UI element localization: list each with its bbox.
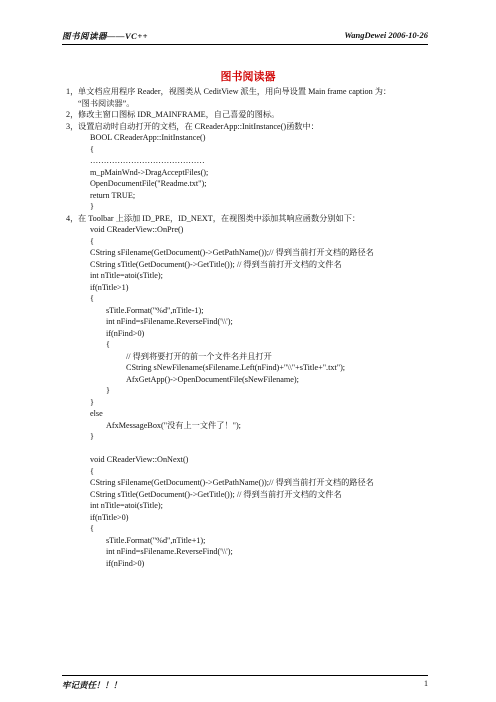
code-line: m_pMainWnd->DragAcceptFiles();	[90, 167, 209, 177]
code-line: int nFind=sFilename.ReverseFind('\\');	[106, 317, 233, 326]
code-line: CString sTitle(GetDocument()->GetTitle()); // 得到当前打开文档的文件名	[90, 489, 342, 499]
step-2	[66, 109, 436, 121]
code-line: }	[90, 202, 94, 211]
code-line: void CReaderView::OnPre()	[90, 225, 184, 234]
code-line: if(nTitle>0)	[90, 512, 129, 522]
code-line: CString sFilename(GetDocument()->GetPathName());// 得到当前打开文档的路径名	[90, 478, 374, 487]
spacer	[66, 443, 436, 455]
step-text: 在 Toolbar 上添加 ID_PRE，ID_NEXT，在视图类中添加其响应函数分别如下：	[78, 213, 361, 223]
step-1-continuation: “图书阅读器”。	[78, 98, 135, 108]
code-line: sTitle.Format("%d",nTitle+1);	[106, 535, 206, 545]
page-footer	[62, 675, 428, 690]
code-line: int nFind=sFilename.ReverseFind('\\');	[106, 547, 233, 556]
code-line: {	[90, 144, 94, 154]
code-line: {	[106, 340, 110, 349]
code-line: AfxMessageBox("没有上一文件了！");	[106, 420, 241, 430]
code-line: void CReaderView::OnNext()	[90, 455, 189, 464]
step-text: 设置启动时自动打开的文档，在 CReaderApp::InitInstance()函数中：	[78, 121, 319, 131]
code-line: {	[90, 466, 94, 476]
code-line: ……………………………………	[90, 156, 205, 165]
step-number: 2，	[66, 110, 79, 119]
code-line: }	[90, 432, 94, 441]
step-text: 单文档应用程序 Reader，视图类从 CeditView 派生，用向导设置 Main frame caption 为：	[78, 87, 392, 96]
code-line: int nTitle=atoi(sTitle);	[90, 501, 163, 510]
step-text: 修改主窗口图标 IDR_MAINFRAME，自己喜爱的图标。	[78, 110, 280, 119]
code-line: BOOL CReaderApp::InitInstance()	[90, 133, 206, 142]
code-line: {	[90, 236, 94, 246]
code-line: CString sTitle(GetDocument()->GetTitle()); // 得到当前打开文档的文件名	[90, 259, 342, 269]
code-line: {	[90, 294, 94, 303]
code-line: else	[90, 409, 103, 418]
page-header	[62, 30, 428, 45]
code-line: {	[90, 524, 94, 533]
code-line: sTitle.Format("%d",nTitle-1);	[106, 305, 204, 315]
step-number: 3，	[66, 121, 79, 131]
step-number: 1，	[66, 87, 79, 96]
step-number: 4，	[66, 213, 79, 223]
code-line: return TRUE;	[90, 190, 136, 200]
header-author-date: WangDewei 2006-10-26	[344, 30, 428, 40]
page-number: 1	[424, 679, 428, 688]
footer-motto: 牢记责任！！！	[62, 680, 122, 690]
code-line: OpenDocumentFile("Readme.txt");	[90, 179, 207, 188]
document-body	[66, 86, 436, 569]
step-4	[66, 213, 436, 225]
code-line: if(nTitle>1)	[90, 282, 129, 292]
code-line: CString sNewFilename(sFilename.Left(nFind)+"\\"+sTitle+".txt");	[126, 363, 346, 372]
step-3	[66, 121, 436, 133]
document-title: 图书阅读器	[220, 70, 276, 83]
step-1	[66, 86, 436, 98]
code-line: if(nFind>0)	[106, 328, 145, 338]
header-title: 图书阅读器——VC++	[62, 31, 149, 41]
code-line: // 得到将要打开的前一个文件名并且打开	[126, 351, 272, 361]
code-line: int nTitle=atoi(sTitle);	[90, 271, 163, 280]
code-line: AfxGetApp()->OpenDocumentFile(sNewFilename);	[126, 374, 299, 384]
code-line: if(nFind>0)	[106, 558, 145, 568]
code-line: }	[90, 397, 94, 407]
code-line: CString sFilename(GetDocument()->GetPathName());// 得到当前打开文档的路径名	[90, 248, 374, 257]
code-line: }	[106, 386, 110, 395]
